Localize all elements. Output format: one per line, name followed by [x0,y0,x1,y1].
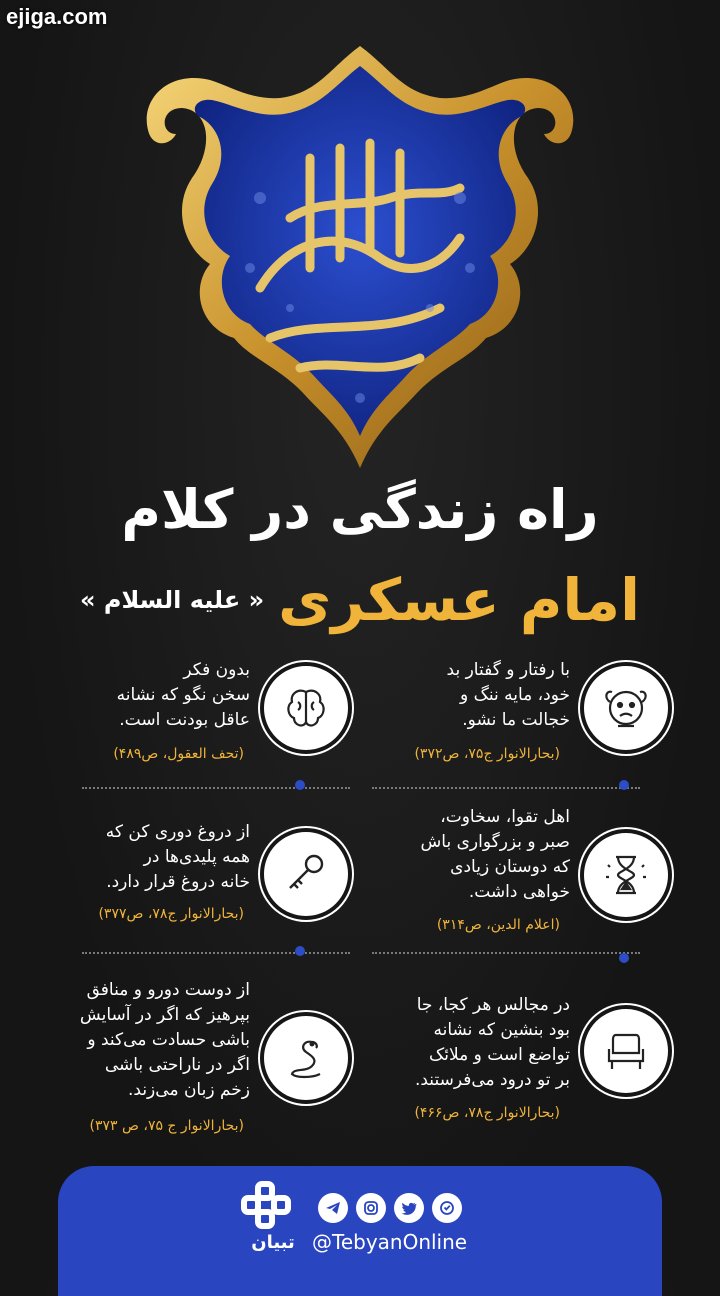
watermark: ejiga.com [6,4,108,29]
telegram-icon[interactable] [318,1193,348,1223]
dot [619,780,629,790]
hadith-text: از دوست دورو و منافق بپرهیز که اگر در آسایش باشی حسادت می‌کند و اگر در ناراحتی باشی زخم زبان می‌زند. [79,980,250,1100]
hadith-text: از دروغ دوری کن که همه پلیدی‌ها در خانه دروغ قرار دارد. [105,822,250,892]
hadith-source: (بحارالانوار ج۷۸، ص۴۶۶) [414,1105,560,1121]
hadith-card-3 [370,805,710,933]
dot [295,780,305,790]
twitter-icon[interactable] [394,1193,424,1223]
title-line3: « علیه السلام » [80,586,265,614]
snake-icon [260,1012,352,1104]
hadith-source: (بحارالانوار ج ۷۵، ص ۳۷۳) [89,1118,244,1134]
key-icon [260,828,352,920]
title-row [40,560,680,640]
social-handle[interactable]: @TebyanOnline [312,1230,468,1254]
hadith-source: (تحف العقول، ص۴۸۹) [113,746,244,762]
separator [372,787,640,789]
hadith-source: (بحارالانوار ج۷۸، ص۳۷۷) [98,906,244,922]
hadith-card-2 [30,658,370,778]
tebyan-logo-icon[interactable] [240,1180,304,1238]
hadith-text: در مجالس هر کجا، جا بود بنشین که نشانه تواضع است و ملائک بر تو درود می‌فرستند. [414,995,570,1090]
hadith-text: اهل تقوا، سخاوت، صبر و بزرگواری باش که دوستان زیادی خواهی داشت. [420,807,570,902]
calligraphy-emblem [140,38,580,468]
dot [295,946,305,956]
title-line2: امام عسکری [278,566,640,634]
hadith-card-1 [370,658,710,778]
brain-icon [260,662,352,754]
whatsapp-icon[interactable] [432,1193,462,1223]
brand-name: تبیان [251,1232,295,1253]
face-icon [580,662,672,754]
separator [372,952,640,954]
hadith-card-6 [30,978,370,1134]
instagram-icon[interactable] [356,1193,386,1223]
title-line1: راه زندگی در کلام [121,478,599,541]
hadith-text: بدون فکر سخن نگو که نشانه عاقل بودنت است. [116,660,250,730]
chair-icon [580,1005,672,1097]
hadith-source: (بحارالانوار ج۷۵، ص۳۷۲) [414,746,560,762]
hourglass-icon [580,829,672,921]
hadith-card-4 [30,820,370,940]
separator [82,952,350,954]
separator [82,787,350,789]
hadith-text: با رفتار و گفتار بد خود، مایه ننگ و خجالت ما نشو. [446,660,570,730]
hadith-source: (اعلام الدین، ص۳۱۴) [436,917,560,933]
hadith-card-5 [370,993,710,1121]
dot [619,953,629,963]
